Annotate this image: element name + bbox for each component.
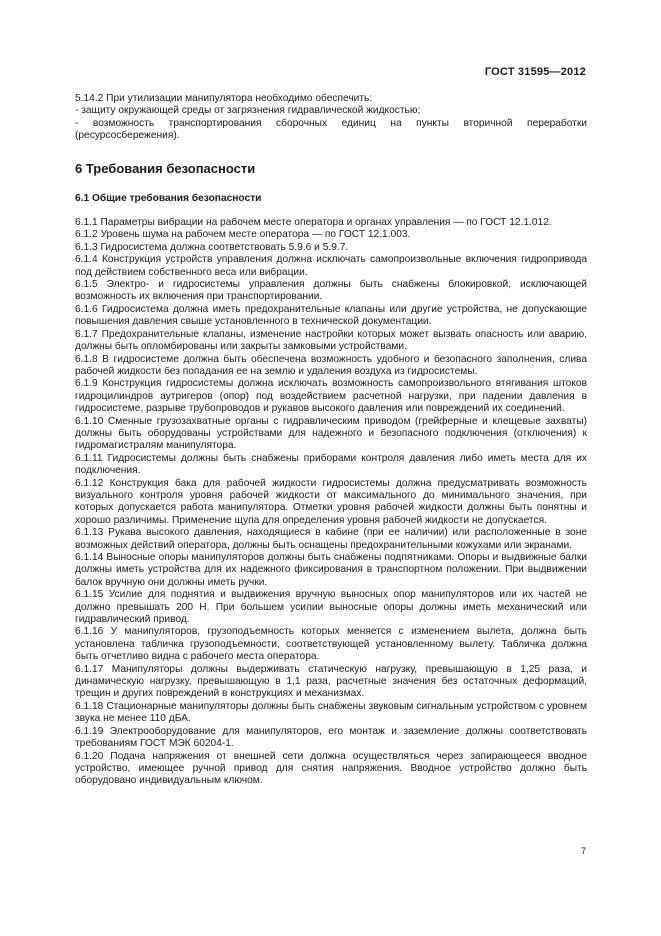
- list-item: 6.1.7 Предохранительные клапаны, изменение настройки которых может вызвать опасность или аварию, должны быть опломбированы или закрыты замковыми устройствами.: [75, 328, 587, 353]
- page-content: [75, 93, 587, 788]
- requirements-list: [75, 217, 587, 788]
- paragraph-5-14-2: 5.14.2 При утилизации манипулятора необходимо обеспечить:: [75, 93, 373, 104]
- subsection-title: 6.1 Общие требования безопасности: [75, 192, 262, 204]
- list-item: 6.1.11 Гидросистемы должны быть снабжены приборами контроля давления либо иметь места для их подключения.: [75, 452, 587, 477]
- standard-number: ГОСТ 31595—2012: [484, 66, 586, 78]
- list-item: 6.1.14 Выносные опоры манипуляторов должны быть снабжены подпятниками. Опоры и выдвижные балки должны иметь устройства для их надежного фиксирования в транспортном положении. При выдвижении балок вручную они должны иметь ручки.: [75, 552, 587, 588]
- list-item: 6.1.4 Конструкция устройств управления должна исключать самопроизвольные включения гидропривода под действием собственного веса или вибрации.: [75, 254, 587, 278]
- list-item: 6.1.1 Параметры вибрации на рабочем месте оператора и органах управления — по ГОСТ 12.1.012.: [75, 217, 552, 229]
- list-item: 6.1.5 Электро- и гидросистемы управления должны быть снабжены блокировкой, исключающей возможность их включения при транспортировании.: [75, 279, 587, 303]
- list-item: 6.1.9 Конструкция гидросистемы должна исключать возможность самопроизвольного втягивания штоков гидроцилиндров аутригеров (опор) под воздействием расчетной нагрузки, при падении давления в гидросистеме, разрыве трубопроводов и рукавов высокого давления или повреждений их соединений.: [75, 378, 587, 415]
- list-item: 6.1.8 В гидросистеме должна быть обеспечена возможность удобного и безопасного заполнения, слива рабочей жидкости без попадания ее на землю и удаления воздуха из гидросистемы.: [75, 353, 587, 377]
- intro-block: [75, 93, 587, 143]
- list-item: - возможность транспортирования сборочных единиц на пункты вторичной переработки (ресурсосбережения).: [75, 117, 587, 142]
- list-item: 6.1.16 У манипуляторов, грузоподъемность которых меняется с изменением вылета, должна быть установлена табличка грузоподъемности, соответствующей установленному вылету. Табличка должна быть отчетливо видна с рабочего места оператора.: [75, 626, 587, 663]
- list-item: 6.1.13 Рукава высокого давления, находящиеся в кабине (при ее наличии) или расположенные в зоне возможных действий оператора, должны быть оснащены предохранительными кожухами или экранами.: [75, 527, 587, 551]
- document-header: [485, 66, 586, 78]
- list-item: 6.1.17 Манипуляторы должны выдерживать статическую нагрузку, превышающую в 1,25 раза, и динамическую нагрузку, превышающую в 1,1 раза, расчетные значения без остаточных деформаций, трещин и других повреждений в конструкциях и механизмах.: [75, 663, 587, 700]
- list-item: - защиту окружающей среды от загрязнения гидравлической жидкостью;: [75, 105, 421, 117]
- list-item: 6.1.2 Уровень шума на рабочем месте оператора — по ГОСТ 12.1.003.: [75, 229, 411, 241]
- list-item: 6.1.10 Сменные грузозахватные органы с гидравлическим приводом (грейферные и клещевые захваты) должны быть оборудованы устройствами для надежного и безопасного подключения (отключения) к гидромагистралям манипулятора.: [75, 415, 587, 452]
- list-item: 6.1.15 Усилие для поднятия и выдвижения вручную выносных опор манипуляторов или их частей не должно превышать 200 Н. При большем усилии выносные опоры должны иметь механический или гидравлический привод.: [75, 589, 587, 626]
- section-title: 6 Требования безопасности: [75, 160, 256, 176]
- list-item: 6.1.6 Гидросистема должна иметь предохранительные клапаны или другие устройства, не допускающие повышения давления свыше установленного в технической документации.: [75, 303, 587, 328]
- list-item: 6.1.12 Конструкция бака для рабочей жидкости гидросистемы должна предусматривать возможность визуального контроля уровня рабочей жидкости от максимального до минимального значения, при которых допускается работа манипулятора. Отметки уровня рабочей жидкости должны быть понятны и хорошо различимы. Применение щупа для определения уровня рабочей жидкости не допускается.: [75, 477, 587, 526]
- page-number: 7: [580, 846, 586, 856]
- list-item: 6.1.18 Стационарные манипуляторы должны быть снабжены звуковым сигнальным устройством с уровнем звука не менее 110 дБА.: [75, 700, 587, 725]
- list-item: 6.1.20 Подача напряжения от внешней сети должна осуществляться через запирающееся вводное устройство, имеющее ручной привод для снятия напряжения. Вводное устройство должно быть оборудовано индивидуальным ключом.: [75, 750, 587, 787]
- list-item: 6.1.19 Электрооборудование для манипуляторов, его монтаж и заземление должны соответствовать требованиям ГОСТ МЭК 60204-1.: [75, 725, 587, 750]
- list-item: 6.1.3 Гидросистема должна соответствовать 5.9.6 и 5.9.7.: [75, 241, 349, 253]
